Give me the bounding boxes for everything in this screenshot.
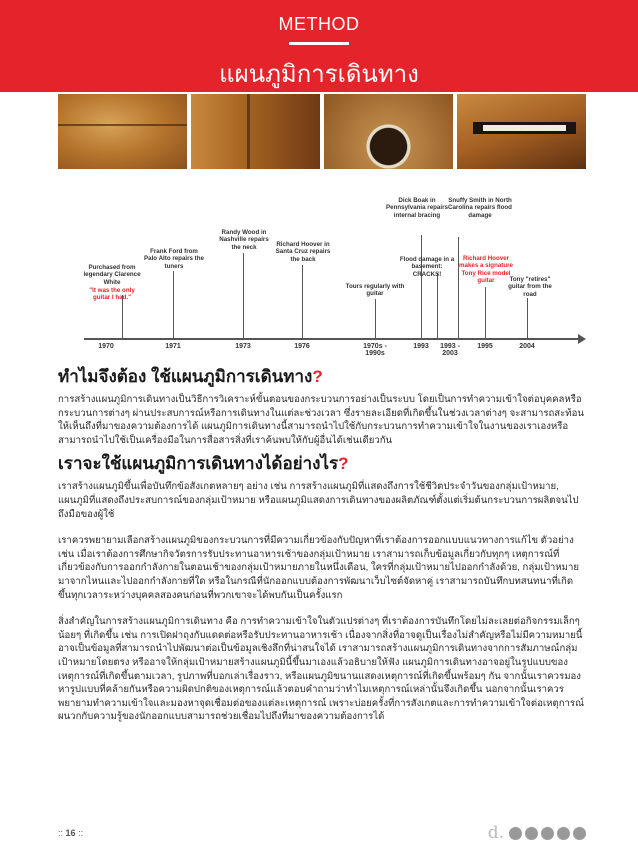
timeline-tick xyxy=(173,271,174,338)
logo-circle-icon xyxy=(573,827,586,840)
guitar-photo-1 xyxy=(58,94,187,169)
timeline-event: Tony "retires" guitar from the road xyxy=(508,276,552,298)
paragraph: เราควรพยายามเลือกสร้างแผนภูมิของกระบวนการที่มีความเกี่ยวข้องกับปัญหาที่เราต้องการออกแบบแนวทางการแก้ไข ตัวอย่างเช่น เมื่อเราต้องการศึกษากิจวัตรการรับประทานอาหารเช้าของกลุ่มเป้าหมาย เราสามารถเก็บข้อมูลเกี่ยวกับทุกๆ เหตุการณ์ที่เกี่ยวข้องกับการออกกำลังกายในตอนเช้าของกลุ่มเป้าหมายภายในหนึ่งเดือน, ใครที่กลุ่มเป้าหมายไปออกกำลังด้วย, กลุ่มเป้าหมายมาจากไหนและไปออกกำลังกายที่ใด หรือในกรณีที่นักออกแบบต้องการพัฒนาเว็บไซต์จัดหาคู่ เราสามารถบันทึกบทสนทนาที่เกิดขึ้นทุกเวลาระหว่างบุคคลสองคนก่อนที่พวกเขาจะได้พบกันเป็นครั้งแรก xyxy=(58,535,579,601)
logo-circle-icon xyxy=(541,827,554,840)
timeline-event-quote: "It was the only guitar I had." xyxy=(89,287,135,302)
paragraph: สิ่งสำคัญในการสร้างแผนภูมิการเดินทาง คือ การทำความเข้าใจในตัวแปรต่างๆ ที่เราต้องการบันทึกโดยไม่ละเลยต่อกิจกรรมเล็กๆ น้อยๆ ที่เกิดขึ้น เช่น การเปิดฝาถุงกับแดดต่อหรือรับประทานอาหารเช้า เนื่องจากสิ่งที่อาจดูเป็นเรื่องไม่สำคัญหรือไม่มีความหมายนี้ อาจเป็นข้อมูลที่สามารถนำไปพัฒนาต่อเป็นข้อมูลเชิงลึกที่น่าสนใจได้ เราสามารถสร้างแผนภูมิการเดินทางจากการสัมภาษณ์กลุ่มเป้าหมายโดยตรง หรืออาจให้กลุ่มเป้าหมายสร้างแผนภูมินี้ขึ้นมาเองแล้วอธิบายให้ฟัง แผนภูมิการเดินทางอาจอยู่ในรูปแบบของเหตุการณ์ที่เกิดขึ้นตามเวลา, รูปภาพที่บอกเล่าเรื่องราว, หรือแผนภูมิขนานแสดงเหตุการณ์ที่เกิดขึ้นพร้อมๆ กัน จากนั้นเราควรมองหารูปแบบที่คล้ายกันหรือความผิดปกติของเหตุการณ์แล้วตอบคำถามว่าทำไมเหตุการณ์เหล่านั้นจึงเกิดขึ้น นอกจากนั้นเราควรพยายามทำความเข้าใจและมองหาจุดเชื่อมต่อของแต่ละเหตุการณ์ เพราะบ่อยครั้งที่การสังเกตและการทำความเข้าใจต่อเหตุการณ์ผนวกกับความรู้ของนักออกแบบสามารถช่วยเชื่อมไปถึงที่มาของความต้องการได้ xyxy=(58,616,584,723)
photo-strip xyxy=(58,94,586,169)
section-kicker: METHOD xyxy=(278,14,360,34)
page-title: แผนภูมิการเดินทาง xyxy=(219,61,419,88)
timeline-event-highlight: Richard Hoover makes a signature Tony Rice model guitar xyxy=(459,255,513,285)
article-body xyxy=(58,366,586,737)
timeline-arrow-icon xyxy=(578,334,586,344)
timeline-year: 1993 - 2003 xyxy=(440,343,460,357)
header-divider xyxy=(289,42,349,45)
timeline-year: 1973 xyxy=(235,343,251,350)
section-heading: ทำไมจึงต้อง ใช้แผนภูมิการเดินทาง? xyxy=(58,367,323,386)
section-heading: เราจะใช้แผนภูมิการเดินทางได้อย่างไร? xyxy=(58,454,349,474)
timeline-event: Snuffy Smith in North Carolina repairs flood damage xyxy=(448,197,512,219)
timeline-event: Flood damage in a basement: CRACKS! xyxy=(399,256,455,278)
guitar-photo-2 xyxy=(191,94,320,169)
dschool-logo xyxy=(488,823,586,843)
timeline-year: 1976 xyxy=(294,343,310,350)
timeline-year: 1970s - 1990s xyxy=(363,343,387,357)
logo-circle-icon xyxy=(525,827,538,840)
timeline-tick xyxy=(485,287,486,338)
timeline-event: Dick Boak in Pennsylvania repairs internal bracing xyxy=(386,197,448,219)
timeline-event: Randy Wood in Nashville repairs the neck xyxy=(219,229,269,251)
guitar-photo-3 xyxy=(324,94,453,169)
paragraph: การสร้างแผนภูมิการเดินทางเป็นวิธีการวิเคราะห์ขั้นตอนของกระบวนการอย่างเป็นระบบ โดยเป็นการทำความเข้าใจต่อบุคคลหรือกระบวนการต่างๆ ผ่านประสบการณ์หรือการเดินทางในแต่ละช่วงเวลา ซึ่งรายละเอียดที่เกิดขึ้นในช่วงเวลาต่างๆ จะสามารถสะท้อนให้เห็นถึงที่มาของความต้องการได้ แผนภูมิการเดินทางนี้สามารถนำไปใช้กับกระบวนการทำความเข้าใจในงานของเราเองหรือสามารถนำไปใช้เป็นเครื่องมือในการสื่อสารสิ่งที่เราค้นพบให้กับผู้อื่นได้เช่นเดียวกัน xyxy=(58,394,584,446)
timeline-event: Richard Hoover in Santa Cruz repairs the back xyxy=(275,241,331,263)
timeline-tick xyxy=(302,265,303,338)
timeline-event: Purchased from legendary Clarence White xyxy=(83,264,141,286)
timeline-tick xyxy=(527,298,528,338)
page-number: :: 16 :: xyxy=(58,828,84,838)
logo-circle-icon xyxy=(557,827,570,840)
timeline-year: 1971 xyxy=(165,343,181,350)
page-header xyxy=(0,0,638,92)
logo-letter: d. xyxy=(487,823,504,843)
timeline-event: Tours regularly with guitar xyxy=(345,283,405,298)
timeline-tick xyxy=(437,273,438,338)
timeline-tick xyxy=(421,235,422,338)
timeline-event: Frank Ford from Palo Alto repairs the tuners xyxy=(144,248,204,270)
timeline-year: 2004 xyxy=(519,343,535,350)
timeline-year: 1993 xyxy=(413,343,429,350)
page-footer xyxy=(58,823,586,843)
timeline-axis xyxy=(84,338,580,340)
paragraph: เราสร้างแผนภูมิขึ้นเพื่อบันทึกข้อสังเกตหลายๆ อย่าง เช่น การสร้างแผนภูมิที่แสดงถึงการใช้ชีวิตประจำวันของกลุ่มเป้าหมาย, แผนภูมิที่แสดงถึงประสบการณ์ของกลุ่มเป้าหมาย หรือแผนภูมิแสดงการเดินทางของผลิตภัณฑ์ตั้งแต่เริ่มต้นกระบวนการผลิตจนไปถึงมือของผู้ใช้ xyxy=(58,481,579,520)
logo-circle-icon xyxy=(509,827,522,840)
timeline-tick xyxy=(375,299,376,338)
timeline-tick xyxy=(243,253,244,338)
timeline-year: 1970 xyxy=(98,343,114,350)
timeline-tick xyxy=(458,237,459,338)
guitar-photo-4 xyxy=(457,94,586,169)
timeline-year: 1995 xyxy=(477,343,493,350)
journey-timeline xyxy=(58,195,586,355)
